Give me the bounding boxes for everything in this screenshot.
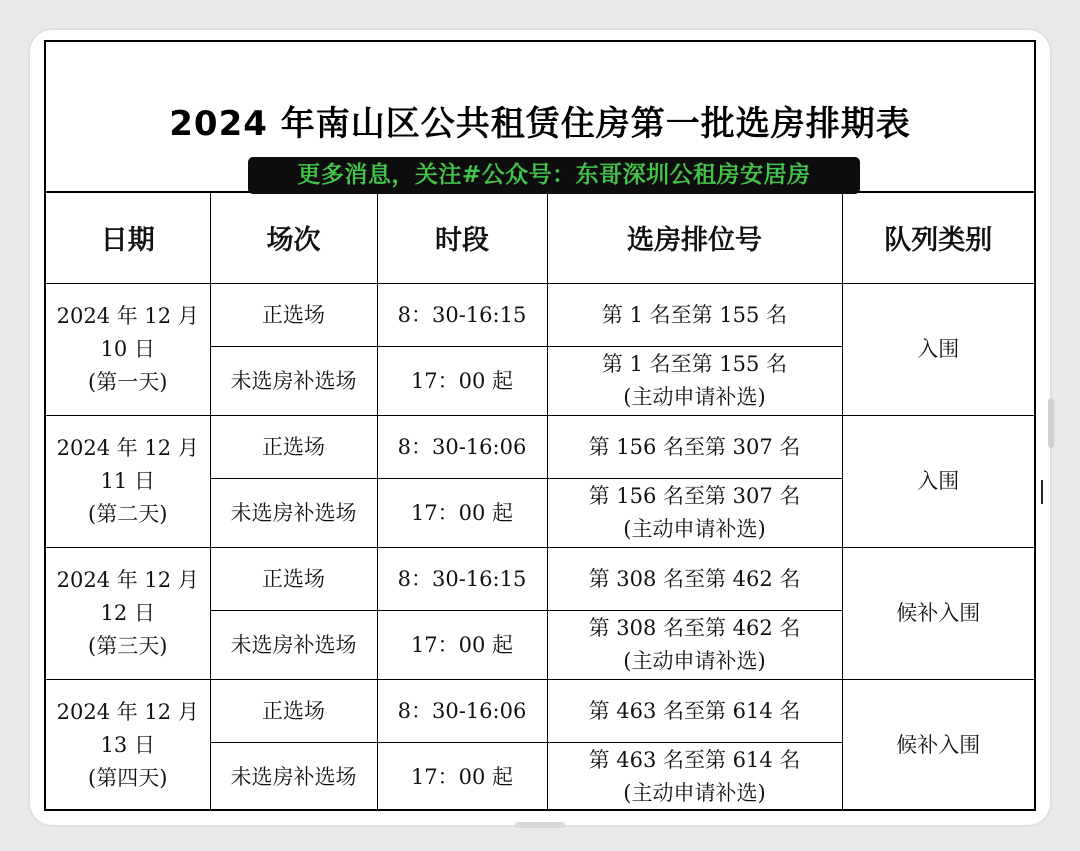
date-cell [46,680,210,812]
rank-cell [547,611,842,680]
session-cell: 未选房补选场 [210,743,377,812]
table-row [46,548,1034,611]
rank-cell [547,347,842,416]
date-ordinal: (第二天) [88,502,168,526]
time-cell: 17：00 起 [377,611,547,680]
date-ordinal: (第三天) [88,634,168,658]
time-cell: 17：00 起 [377,347,547,416]
queue-cell: 候补入围 [842,548,1034,680]
session-cell: 正选场 [210,284,377,347]
date-line: 2024 年 12 月 [56,304,199,328]
rank-cell: 第 1 名至第 155 名 [547,284,842,347]
date-line: 2024 年 12 月 [56,568,199,592]
date-cell [46,548,210,680]
session-cell: 正选场 [210,416,377,479]
header-rank: 选房排位号 [547,191,842,284]
rank-note: (主动申请补选) [623,517,766,541]
header-time: 时段 [377,191,547,284]
date-line: 2024 年 12 月 [56,700,199,724]
header-date: 日期 [46,191,210,284]
header-queue: 队列类别 [842,191,1034,284]
page-indicator [515,822,565,828]
rank-note: (主动申请补选) [623,649,766,673]
date-day: 13 日 [100,733,155,757]
table-row [46,416,1034,479]
date-ordinal: (第四天) [88,766,168,790]
date-day: 10 日 [100,337,155,361]
page-title: 2024 年南山区公共租赁住房第一批选房排期表 [169,104,911,144]
text-cursor-mark [1041,480,1043,504]
session-cell: 正选场 [210,680,377,743]
rank-cell: 第 156 名至第 307 名 [547,416,842,479]
table-header-row [46,191,1034,284]
date-day: 11 日 [100,469,155,493]
table-row [46,284,1034,347]
rank-note: (主动申请补选) [623,385,766,409]
rank-range: 第 156 名至第 307 名 [588,484,801,508]
time-cell: 17：00 起 [377,479,547,548]
rank-range: 第 463 名至第 614 名 [588,748,801,772]
session-cell: 未选房补选场 [210,479,377,548]
time-cell: 8：30-16:15 [377,284,547,347]
schedule-frame [44,40,1036,811]
scroll-handle[interactable] [1048,398,1054,448]
session-cell: 未选房补选场 [210,611,377,680]
session-cell: 未选房补选场 [210,347,377,416]
date-cell [46,284,210,416]
session-cell: 正选场 [210,548,377,611]
date-cell [46,416,210,548]
rank-range: 第 1 名至第 155 名 [601,352,788,376]
rank-note: (主动申请补选) [623,781,766,805]
date-line: 2024 年 12 月 [56,436,199,460]
time-cell: 8：30-16:06 [377,416,547,479]
promo-banner: 更多消息，关注#公众号：东哥深圳公租房安居房 [248,157,860,194]
queue-cell: 候补入围 [842,680,1034,812]
time-cell: 8：30-16:15 [377,548,547,611]
queue-cell: 入围 [842,416,1034,548]
rank-cell [547,743,842,812]
schedule-table [46,191,1034,811]
time-cell: 8：30-16:06 [377,680,547,743]
date-ordinal: (第一天) [88,370,168,394]
date-day: 12 日 [100,601,155,625]
rank-range: 第 308 名至第 462 名 [588,616,801,640]
table-row [46,680,1034,743]
header-session: 场次 [210,191,377,284]
rank-cell: 第 308 名至第 462 名 [547,548,842,611]
queue-cell: 入围 [842,284,1034,416]
rank-cell: 第 463 名至第 614 名 [547,680,842,743]
time-cell: 17：00 起 [377,743,547,812]
rank-cell [547,479,842,548]
document-sheet [30,30,1050,825]
